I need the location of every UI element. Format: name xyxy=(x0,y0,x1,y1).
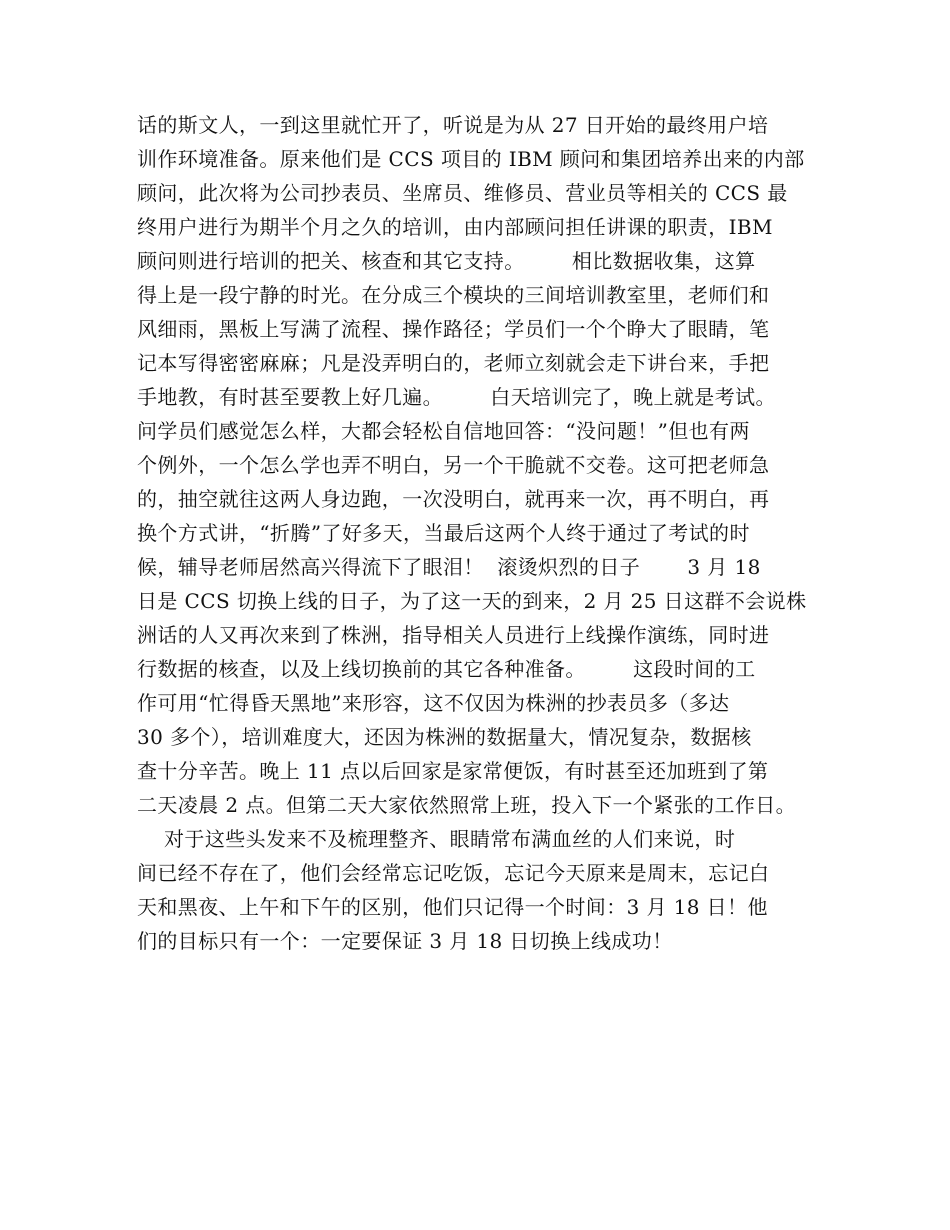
text-line: 终用户进行为期半个月之久的培训，由内部顾问担任讲课的职责，IBM xyxy=(137,215,773,239)
text-line: 天和黑夜、上午和下午的区别，他们只记得一个时间：3 月 18 日！他 xyxy=(137,895,768,919)
text-line: 作可用“忙得昏天黑地”来形容，这不仅因为株洲的抄表员多（多达 xyxy=(137,691,730,715)
text-line: 顾问则进行培训的把关、核查和其它支持。 相比数据收集，这算 xyxy=(137,249,756,273)
text-line: 日是 CCS 切换上线的日子，为了这一天的到来，2 月 25 日这群不会说株 xyxy=(137,589,807,613)
text-line: 记本写得密密麻麻；凡是没弄明白的，老师立刻就会走下讲台来，手把 xyxy=(137,351,770,375)
text-line: 顾问，此次将为公司抄表员、坐席员、维修员、营业员等相关的 CCS 最 xyxy=(137,181,788,205)
text-line: 对于这些头发来不及梳理整齐、眼睛常布满血丝的人们来说，时 xyxy=(137,827,736,851)
text-line: 训作环境准备。原来他们是 CCS 项目的 IBM 顾问和集团培养出来的内部 xyxy=(137,147,805,171)
body-text xyxy=(137,108,837,958)
text-line: 的，抽空就往这两人身边跑，一次没明白，就再来一次，再不明白，再 xyxy=(137,487,770,511)
text-line: 换个方式讲，“折腾”了好多天，当最后这两个人终于通过了考试的时 xyxy=(137,521,750,545)
text-line: 行数据的核查，以及上线切换前的其它各种准备。 这段时间的工 xyxy=(137,657,756,681)
text-line: 二天凌晨 2 点。但第二天大家依然照常上班，投入下一个紧张的工作日。 xyxy=(137,793,797,817)
text-line: 30 多个），培训难度大，还因为株洲的数据量大，情况复杂，数据核 xyxy=(137,725,752,749)
text-line: 洲话的人又再次来到了株洲，指导相关人员进行上线操作演练，同时进 xyxy=(137,623,770,647)
text-line: 手地教，有时甚至要教上好几遍。 白天培训完了，晚上就是考试。 xyxy=(137,385,776,409)
text-line: 问学员们感觉怎么样，大都会轻松自信地回答：“没问题！”但也有两 xyxy=(137,419,750,443)
text-line: 候，辅导老师居然高兴得流下了眼泪！ 滚烫炽烈的日子 3 月 18 xyxy=(137,555,761,579)
text-line: 个例外，一个怎么学也弄不明白，另一个干脆就不交卷。这可把老师急 xyxy=(137,453,770,477)
text-line: 风细雨，黑板上写满了流程、操作路径；学员们一个个睁大了眼睛，笔 xyxy=(137,317,770,341)
text-line: 得上是一段宁静的时光。在分成三个模块的三间培训教室里，老师们和 xyxy=(137,283,770,307)
text-line: 话的斯文人，一到这里就忙开了，听说是为从 27 日开始的最终用户培 xyxy=(137,113,769,137)
text-line: 查十分辛苦。晚上 11 点以后回家是家常便饭，有时甚至还加班到了第 xyxy=(137,759,769,783)
text-line: 间已经不存在了，他们会经常忘记吃饭，忘记今天原来是周末，忘记白 xyxy=(137,861,770,885)
text-line: 们的目标只有一个：一定要保证 3 月 18 日切换上线成功！ xyxy=(137,929,673,953)
